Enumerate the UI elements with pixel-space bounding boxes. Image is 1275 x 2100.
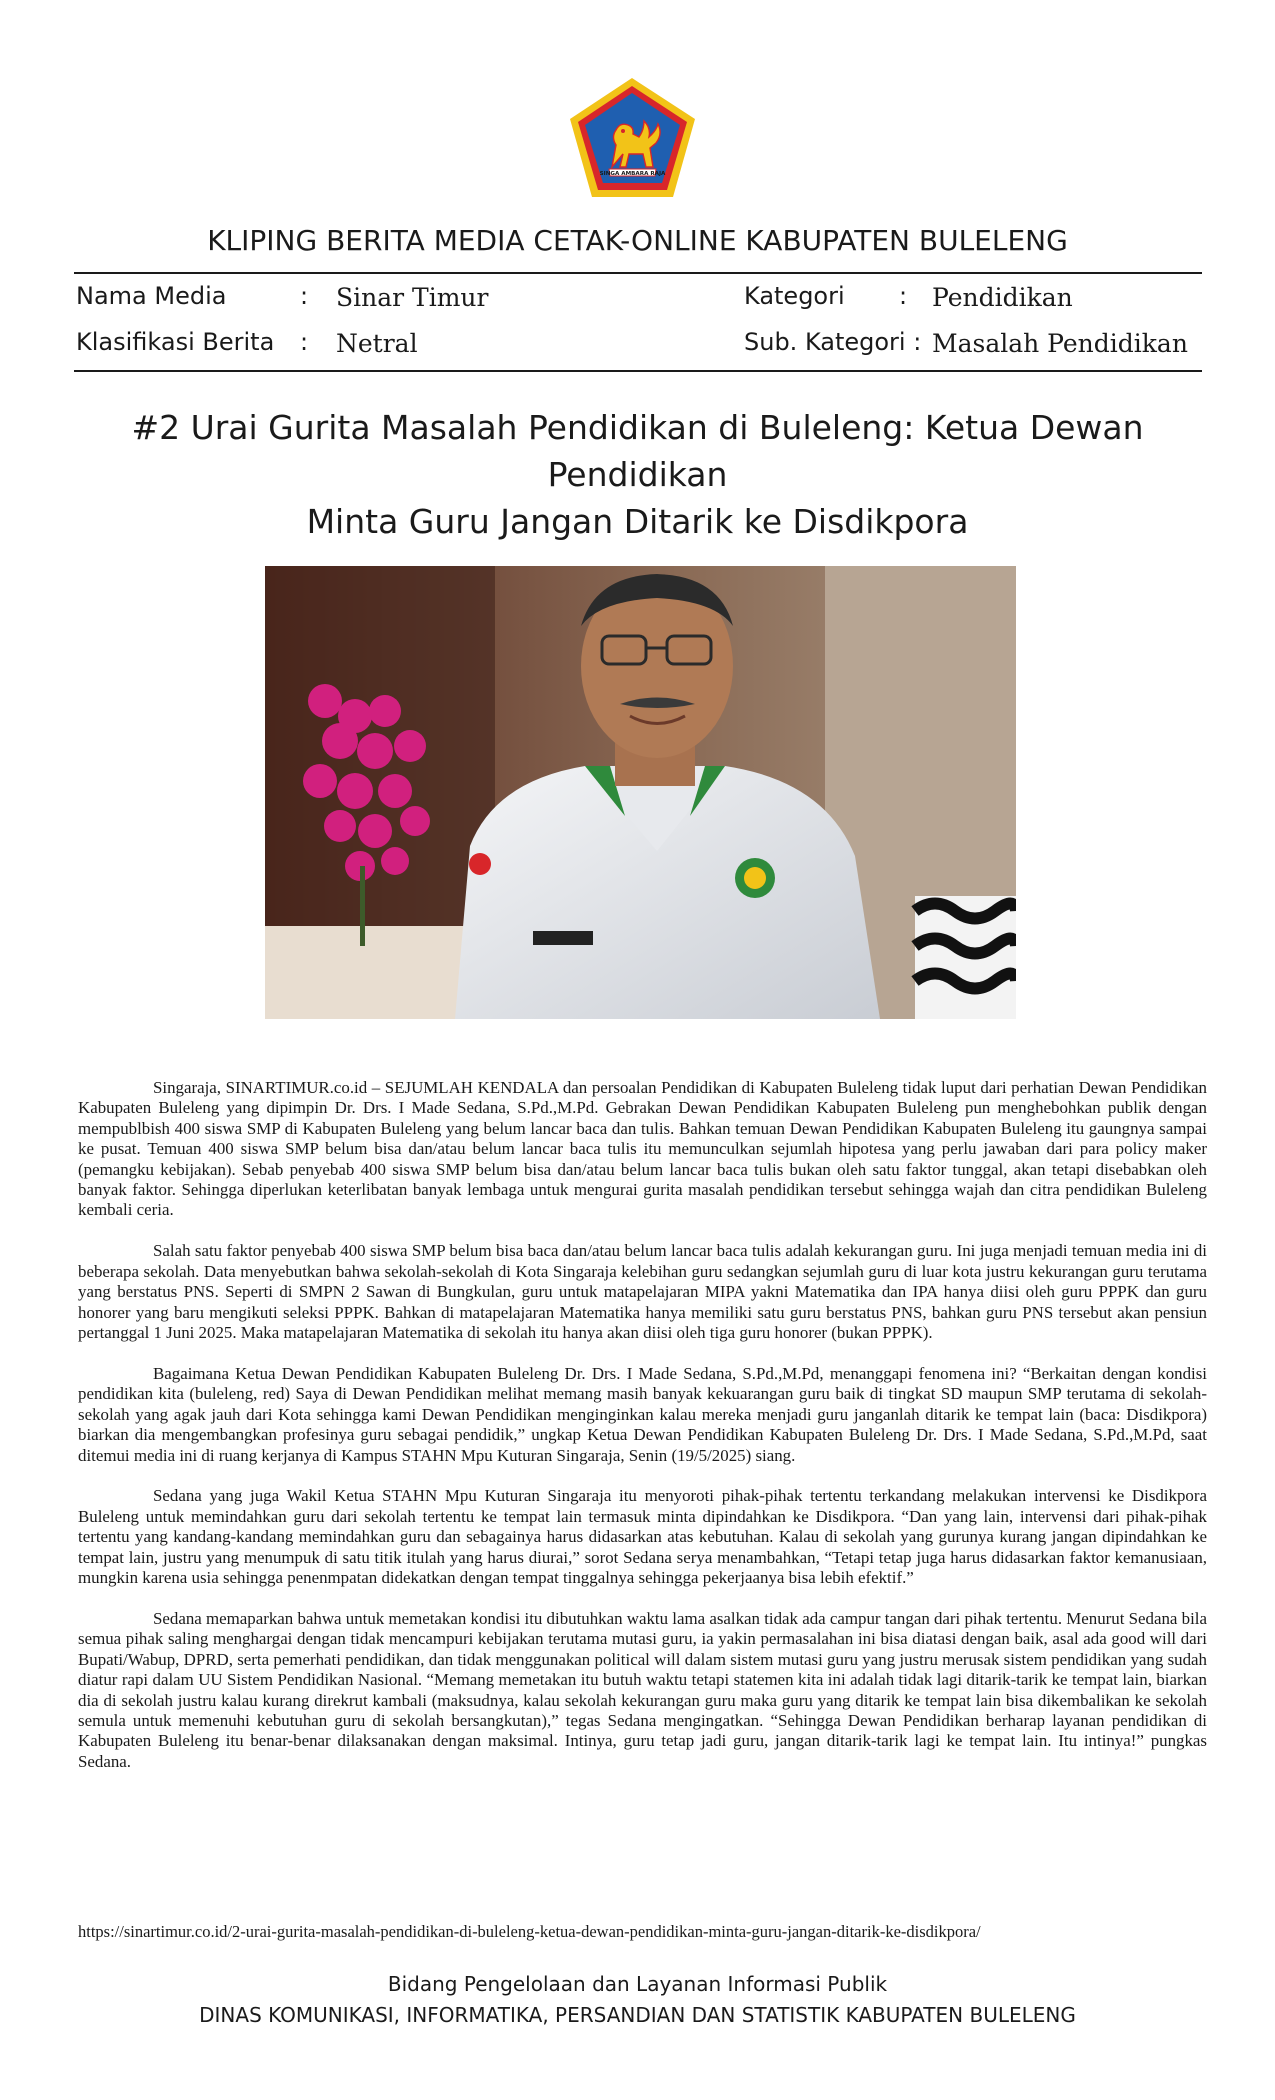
sub-kategori-value: Masalah Pendidikan (932, 329, 1188, 358)
article-paragraph: Salah satu faktor penyebab 400 siswa SMP belum bisa baca dan/atau belum lancar baca tulis adalah kekurangan guru. Ini juga menjadi temuan media ini di beberapa sekolah. Data menyebutkan bahwa sekolah-sekolah di Kota Singaraja kelebihan guru sedangkan sejumlah guru di luar kota justru kekurangan guru terutama yang berstatus PNS. Seperti di SMPN 2 Sawan di Bungkulan, guru untuk matapelajaran MIPA yakni Matematika dan IPA hanya diisi oleh guru PPPK dan guru honorer yang baru mengikuti seleksi PPPK. Bahkan di matapelajaran Matematika hanya memiliki satu guru berstatus PNS, bahkan guru PNS tersebut akan pensiun pertanggal 1 Juni 2025. Maka matapelajaran Matematika di sekolah itu hanya akan diisi oleh tiga guru honorer (bukan PPPK). (78, 1241, 1207, 1342)
sub-kategori-label: Sub. Kategori : (744, 328, 922, 356)
article-body (78, 1078, 1207, 1793)
svg-text:SINGA AMBARA RAJA: SINGA AMBARA RAJA (599, 171, 666, 177)
footer-agency: DINAS KOMUNIKASI, INFORMATIKA, PERSANDIAN DAN STATISTIK KABUPATEN BULELENG (199, 2003, 1076, 2027)
nama-media-separator: : (300, 282, 309, 310)
article-headline (60, 404, 1215, 545)
klasifikasi-value: Netral (336, 329, 418, 358)
klasifikasi-label: Klasifikasi Berita (76, 328, 275, 356)
header-divider-bottom (74, 370, 1202, 372)
headline-line-1: #2 Urai Gurita Masalah Pendidikan di Buleleng: Ketua Dewan Pendidikan (131, 408, 1144, 494)
buleleng-emblem-logo (565, 75, 700, 200)
nama-media-value: Sinar Timur (336, 283, 489, 312)
source-url: https://sinartimur.co.id/2-urai-gurita-masalah-pendidikan-di-buleleng-ketua-dewan-pendidikan-minta-guru-jangan-ditarik-ke-disdikpora/ (78, 1922, 981, 1941)
nama-media-label: Nama Media (76, 282, 227, 310)
kategori-separator: : (899, 282, 908, 310)
article-paragraph: Sedana memaparkan bahwa untuk memetakan kondisi itu dibutuhkan waktu lama asalkan tidak ada campur tangan dari pihak tertentu. Menurut Sedana bila semua pihak saling menghargai dengan tidak mencampuri kebijakan terutama mutasi guru, ia yakin permasalahan ini bisa diatasi dengan baik, asal ada good will dari Bupati/Wabup, DPRD, serta pemerhati pendidikan, dan tidak menggunakan political will dalam sistem mutasi guru yang justru merusak sistem pendidikan yang sudah diatur rapi dalam UU Sistem Pendidikan Nasional. “Memang memetakan itu butuh waktu tetapi statemen kita ini adalah tidak lagi ditarik-tarik ke tempat lain, biarkan dia di sekolah justru kalau kurang direkrut kambali (maksudnya, kalau sekolah kekurangan guru maka guru yang ditarik ke tempat lain bisa dikembalikan ke sekolah semula untuk memenuhi kebutuhan guru di sekolah bersangkutan),” tegas Sedana mengingatkan. “Sehingga Dewan Pendidikan berharap layanan pendidikan di Kabupaten Buleleng itu benar-benar dilaksanakan dengan maksimal. Intinya, guru tetap jadi guru, jangan ditarik-tarik lagi ke tempat lain. Itu intinya!” pungkas Sedana. (78, 1608, 1207, 1771)
article-photo (265, 566, 1016, 1019)
kategori-label: Kategori (744, 282, 845, 310)
article-paragraph: Singaraja, SINARTIMUR.co.id – SEJUMLAH KENDALA dan persoalan Pendidikan di Kabupaten Buleleng tidak luput dari perhatian Dewan Pendidikan Kabupaten Buleleng yang dipimpin Dr. Drs. I Made Sedana, S.Pd.,M.Pd. Gebrakan Dewan Pendidikan Kabupaten Buleleng pun menghebohkan publik dengan mempublbish 400 siswa SMP di Kabupaten Buleleng yang belum lancar baca dan tulis. Bahkan temuan Dewan Pendidikan Kabupaten Buleleng itu gaungnya sampai ke pusat. Temuan 400 siswa SMP belum bisa dan/atau belum lancar baca tulis itu memunculkan sejumlah hipotesa yang perlu jawaban dari para policy maker (pemangku kebijakan). Sebab penyebab 400 siswa SMP belum bisa dan/atau belum lancar baca tulis bukan oleh satu faktor tunggal, akan tetapi disebabkan oleh banyak faktor. Sehingga diperlukan keterlibatan banyak lembaga untuk mengurai gurita masalah pendidikan tersebut sehingga wajah dan citra pendidikan Buleleng kembali ceria. (78, 1078, 1207, 1220)
headline-line-2: Minta Guru Jangan Ditarik ke Disdikpora (306, 502, 969, 541)
kliping-title: KLIPING BERITA MEDIA CETAK-ONLINE KABUPATEN BULELENG (207, 224, 1068, 257)
footer-department: Bidang Pengelolaan dan Layanan Informasi Publik (387, 1972, 888, 1996)
article-paragraph: Bagaimana Ketua Dewan Pendidikan Kabupaten Buleleng Dr. Drs. I Made Sedana, S.Pd.,M.Pd, menanggapi fenomena ini? “Berkaitan dengan kondisi pendidikan kita (buleleng, red) Saya di Dewan Pendidikan melihat memang masih banyak kekuarangan guru baik di tingkat SD maupun SMP terutama di sekolah-sekolah yang agak jauh dari Kota sehingga kami Dewan Pendidikan menginginkan kalau mereka menjadi guru janganlah ditarik ke tempat lain (baca: Disdikpora) biarkan dia mengembangkan profesinya guru sebagai pendidik,” ungkap Ketua Dewan Pendidikan Kabupaten Buleleng Dr. Drs. I Made Sedana, S.Pd.,M.Pd, saat ditemui media ini di ruang kerjanya di Kampus STAHN Mpu Kuturan Singaraja, Senin (19/5/2025) siang. (78, 1363, 1207, 1465)
header-divider-top (74, 272, 1202, 274)
kategori-value: Pendidikan (932, 283, 1073, 312)
article-paragraph: Sedana yang juga Wakil Ketua STAHN Mpu Kuturan Singaraja itu menyoroti pihak-pihak tertentu terkandang melakukan intervensi ke Disdikpora Buleleng untuk memindahkan guru dari sekolah tertentu ke tempat lain termasuk minta dipindahkan ke Disdikpora. “Dan yang lain, intervensi dari pihak-pihak tertentu yang kandang-kandang memindahkan guru dan sebagainya harus didasarkan atas kebutuhan. Kalau di sekolah yang gurunya kurang jangan dipindahkan ke tempat lain, justru yang menumpuk di satu titik itulah yang harus diurai,” sorot Sedana serya menambahkan, “Tetapi tetap juga harus didasarkan faktor kemanusiaan, mungkin karena usia sehingga penenmpatan didekatkan dengan tempat tinggalnya sehingga pekerjaanya bisa lebih efektif.” (78, 1486, 1207, 1588)
klasifikasi-separator: : (300, 328, 309, 356)
